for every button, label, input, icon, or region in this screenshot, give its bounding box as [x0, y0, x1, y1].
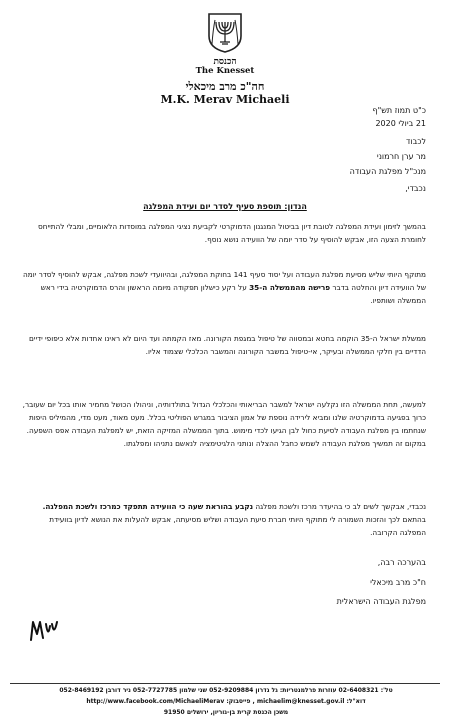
paragraph-5-text-a: נכבדי, אבקשך לשים לב כי בהיעדר מרכז ולשכת מפלגה [253, 502, 426, 511]
paragraph-1: בהמשך לזימון ועידת המפלגה לטובת דיון בביטול המנגנון הדמוקרטי לקביעת נציגי המפלגה במוסדות הלאומיים, ומבלי להתייחס לחומרת הצעה הזו, אבקש להוסיף על סדר יומה של הוועידה נושא נוסף. [37, 222, 426, 244]
institution-name-hebrew: הכנסת [213, 57, 237, 67]
mk-name-english: M.K. Merav Michaeli [160, 93, 290, 106]
paragraph-5-text-b: בהתאם לכך והזכות השמורה לי מתוקף היותי חברת סיעת העבודה ושליש מסיעתה, אבקש להעלות את הנושא לדיון בוועידת המפלגה הקרובה. [49, 515, 426, 537]
paragraph-2-emphasis: פרישה מהממשלה ה-35 [249, 283, 331, 292]
paragraph-5 [22, 500, 426, 539]
recipient-line-1: לכבוד [406, 137, 426, 146]
paragraph-2 [22, 268, 426, 307]
footer-address-line: משכן הכנסת קרית בן-גוריון, ירושלים 91950 [163, 709, 289, 716]
footer-divider [10, 683, 440, 684]
footer-web-line: דוא"ל: michaelim@knesset.gov.il , פייסבוק: http://www.facebook.com/MichaeliMerav [86, 698, 366, 705]
paragraph-3: ממשלת ישראל ה-35 הוקמה בחטא ובמסווה של טיפול במגפת הקורונה. מאז הקמתה ועד היום לא ראינו אחדות אלא כיפופי ידיים הדדיים בין חלקי הממשלה ובעיקר, אי-טיפול במשבר הקורונה והמשבר הכלכלי שצמוד אליו. [28, 334, 426, 356]
closing-line-3: מפלגת העבודה הישראלית [336, 597, 426, 606]
footer-contact-line: טל': 02-6408321 עוזרות פרלמנטריות: גל גדרון 052-9209884 שני שלמון 052-7727785 ניר דורבן 052-8469192 [59, 687, 393, 694]
salutation: נכבדי, [405, 184, 426, 193]
paragraph-4: למעשה, תחת הממשלה הזו נקלעה ישראל למשבר הבריאותי והכלכלי הגדול בתולדותיה, וניהולו הכושל מחמיר אותו בכל יום שעובר, כרוך בפגיעה בדמוקרטיה שלנו ומביא לירידה נוספת של אמון הציבור במגרש הפוליטי בכלל. מעט מאוד, מעט מדי, מהמיליס היפות שנחתמו בין מפלגת העבודה לסיעת כחול לבן הגיעו לכדי מימוש. בתוך הממשלה המזיקה הזאת, יש למפלגת העבודה אפס השפעה. במקום זה תמשיך מפלגת העבודה לשמש כחבל ההצלה ונותני הלגיטימציה לנאשם נתניהו ומפלגתו. [22, 400, 426, 448]
institution-name-english: The Knesset [195, 66, 255, 76]
recipient-line-3: מנכ"ל מפלגת העבודה [349, 167, 426, 176]
recipient-line-2: מר ערן חרמוני [376, 152, 426, 161]
closing-line-1: בהערכה רבה, [377, 558, 426, 567]
subject-line: הנדון: תוספת סעיף לסדר יום ועידת המפלגה [143, 202, 307, 211]
paragraph-2-text-b: על רקע כישלון תפקודה מיומה הראשון והרס הדמוקרטיה בידי ראש הממשלה ושותפיו. [40, 283, 426, 305]
hebrew-date: כ"ט תמוז תש"ף [372, 106, 426, 115]
paragraph-5-emphasis: נקבע בהוראת שעה כי הוועידה תתפקד כמרכז ולשכת המפלגה. [42, 502, 254, 511]
mk-name-hebrew: חה"כ מרב מיכאלי [185, 80, 265, 93]
signature-icon [28, 616, 60, 644]
gregorian-date: 21 ביולי 2020 [375, 119, 426, 128]
closing-line-2: ח"כ מרב מיכאלי [370, 578, 426, 587]
paragraph-2-text-a: מתוקף היותי שליש מסיעת מפלגת העבודה ועל יסוד סעיף 141 בחוקת המפלגה, ובהיוועדי לשכת מפלגה, אבקש להוסיף לסדר יומה של הוועידה דיון והחלטה בדבר [23, 270, 426, 292]
knesset-emblem-icon [203, 10, 247, 54]
